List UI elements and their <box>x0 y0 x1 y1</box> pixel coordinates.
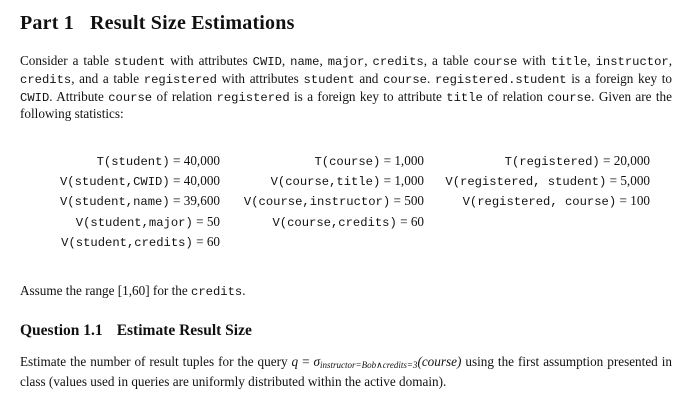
stat-row: T(registered) = 20,000 <box>504 153 650 169</box>
stat-row: V(course,title) = 1,000 <box>270 173 424 190</box>
stat-row: V(student,major) = 50 <box>75 213 220 230</box>
stat-row: V(registered, student) = 5,000 <box>445 173 650 190</box>
question-number: Question 1.1 <box>20 322 103 339</box>
stat-row: V(course,credits) = 60 <box>272 213 424 230</box>
stat-row: V(course,instructor) = 500 <box>243 193 424 210</box>
stat-row: T(course) = 1,000 <box>314 153 424 169</box>
question-heading <box>20 322 252 340</box>
stat-row: V(student,name) = 39,600 <box>59 193 220 210</box>
stat-row: V(student,credits) = 60 <box>61 233 220 250</box>
assumption-text: Assume the range [1,60] for the credits. <box>20 283 246 299</box>
intro-paragraph: Consider a table student with attributes CWID, name, major, credits, a table course with title, instructor, credits, and a table registered with attributes student and course. registered.student is a foreign key to CWID. Attribute course of relation registered is a foreign key to attribute title of relation course. Given are the following statistics: <box>20 53 673 122</box>
student-statistics <box>60 150 220 251</box>
stat-row: V(registered, course) = 100 <box>462 193 650 210</box>
question-title: Estimate Result Size <box>116 322 252 339</box>
registered-statistics <box>445 150 650 211</box>
part-number: Part 1 <box>20 12 74 34</box>
query-formula: $q = \sigma_{instructor=Bob\wedge credits=3}(course)$ <box>291 354 462 370</box>
question-text: Estimate the number of result tuples for the query $q = \sigma_{instructor=Bob\wedge credits=3}(course)$ using the first assumption presented in class (values used in queries are uniformly distributed within the active domain). <box>20 354 672 389</box>
part-heading <box>20 12 295 35</box>
course-statistics <box>244 150 424 231</box>
stat-row: T(student) = 40,000 <box>96 153 220 169</box>
stat-row: V(student,CWID) = 40,000 <box>59 173 220 190</box>
part-title: Result Size Estimations <box>89 12 295 34</box>
